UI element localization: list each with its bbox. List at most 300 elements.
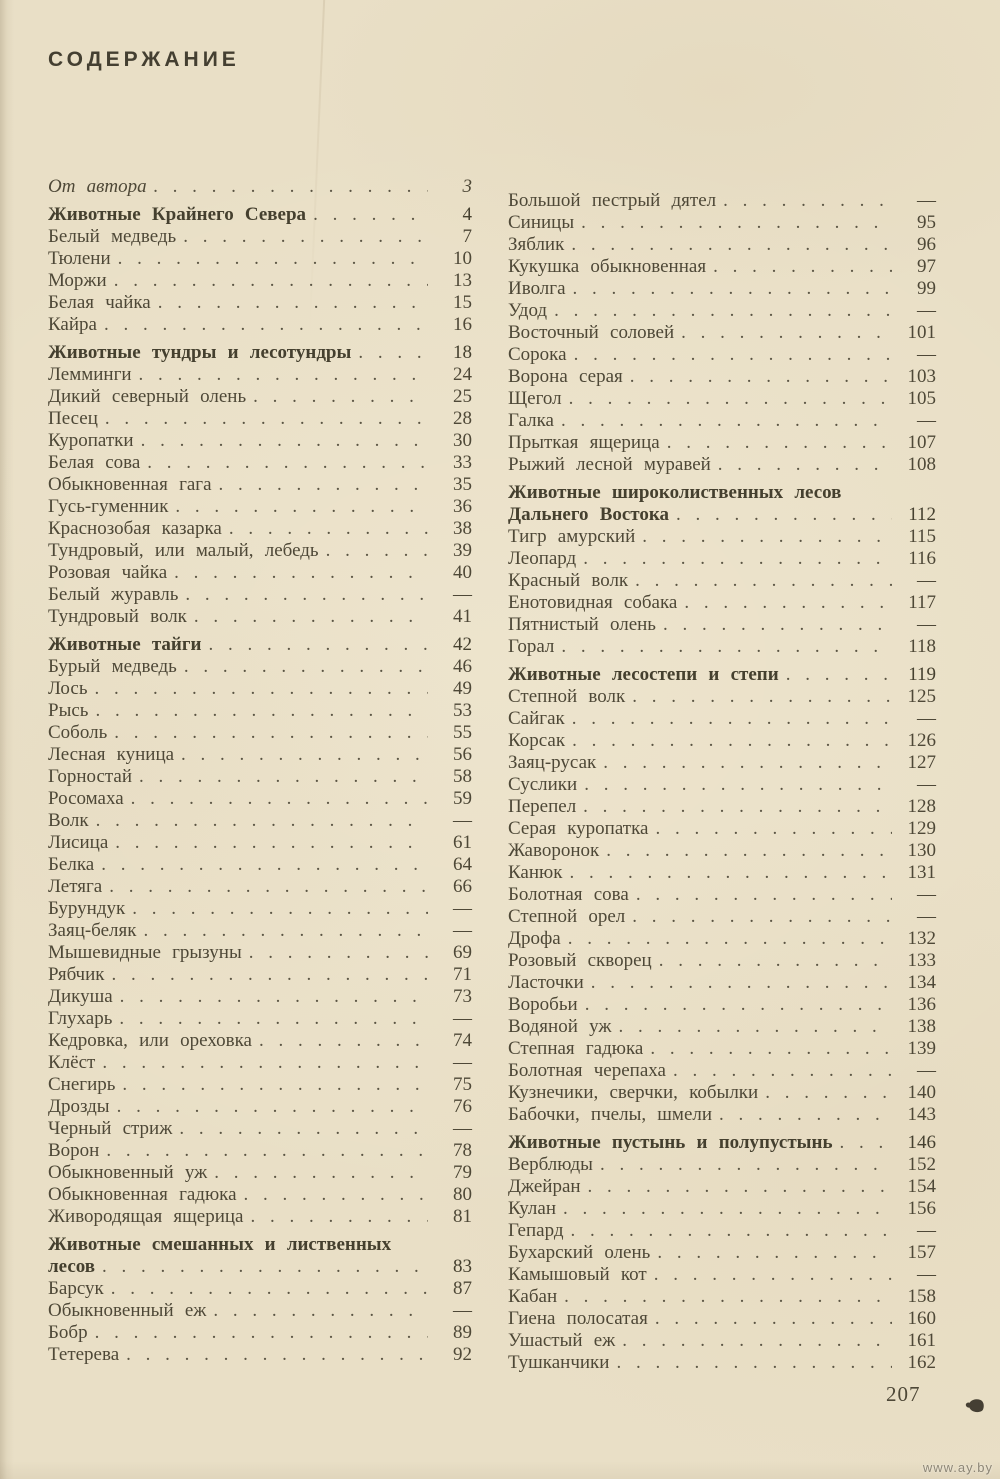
toc-page-number: 24: [453, 364, 472, 385]
toc-entry-label: Краснозобая казарка: [48, 518, 222, 539]
toc-entry: [48, 1162, 472, 1184]
toc-entry: [508, 1330, 936, 1352]
toc-entry-label: Обыкновенный уж: [48, 1162, 208, 1183]
dot-leader: [214, 1162, 428, 1184]
toc-entry-label: Глухарь: [48, 1008, 113, 1029]
toc-entry: [508, 234, 936, 256]
toc-entry-label: Корсак: [508, 730, 566, 751]
toc-entry-label: Лесная куница: [48, 744, 175, 765]
toc-entry-label: Кедровка, или ореховка: [48, 1030, 252, 1051]
toc-entry-label: Сайгак: [508, 708, 565, 729]
toc-page-number: —: [917, 708, 936, 729]
toc-page-number: 87: [453, 1278, 472, 1299]
toc-page-number: 146: [907, 1132, 936, 1153]
dot-leader: [840, 1132, 892, 1154]
toc-entry-label: Розовая чайка: [48, 562, 168, 583]
toc-page-number: 160: [907, 1308, 936, 1329]
toc-entry: [48, 518, 472, 540]
toc-entry-label: Гусь-гуменник: [48, 496, 169, 517]
toc-entry-label: Лось: [48, 678, 88, 699]
toc-entry-label: Водяной уж: [508, 1016, 612, 1037]
toc-page-number: —: [453, 1008, 472, 1029]
toc-page-number: 107: [907, 432, 936, 453]
toc-entry: [508, 190, 936, 212]
toc-entry: [48, 364, 472, 386]
toc-entry-label: Живородящая ящерица: [48, 1206, 244, 1227]
toc-entry-label: Тюлени: [48, 248, 111, 269]
dot-leader: [573, 278, 892, 300]
dot-leader: [618, 1016, 892, 1038]
toc-entry: [48, 1300, 472, 1322]
toc-entry-label: Бобр: [48, 1322, 88, 1343]
toc-entry: [508, 1352, 936, 1374]
toc-page-number: 143: [907, 1104, 936, 1125]
toc-page-number: 28: [453, 408, 472, 429]
toc-column-left: [48, 176, 472, 1366]
toc-entry-label: Обыкновенная гага: [48, 474, 212, 495]
toc-entry-label: Животные тайги: [48, 634, 202, 655]
toc-entry-label: Дрозды: [48, 1096, 110, 1117]
toc-entry-label: Суслики: [508, 774, 578, 795]
toc-section-header: [508, 482, 936, 504]
toc-page-number: 64: [453, 854, 472, 875]
toc-entry: [508, 256, 936, 278]
dot-leader: [229, 518, 428, 540]
toc-entry-label: Лемминги: [48, 364, 132, 385]
toc-entry-label: Ушастый еж: [508, 1330, 616, 1351]
dot-leader: [583, 796, 892, 818]
toc-entry-label: Болотная сова: [508, 884, 629, 905]
dot-leader: [181, 744, 428, 766]
dot-leader: [96, 810, 428, 832]
toc-page-number: 140: [907, 1082, 936, 1103]
toc-page-number: —: [453, 898, 472, 919]
toc-entry-label: Бурундук: [48, 898, 126, 919]
toc-entry: [508, 366, 936, 388]
toc-page-number: 132: [907, 928, 936, 949]
toc-entry: [508, 752, 936, 774]
toc-entry-label: Дикий северный олень: [48, 386, 247, 407]
toc-entry: [508, 840, 936, 862]
dot-leader: [583, 548, 892, 570]
toc-entry-label: Серая куропатка: [508, 818, 649, 839]
toc-entry-label: Рябчик: [48, 964, 105, 985]
toc-entry: [508, 1104, 936, 1126]
toc-page-number: 116: [908, 548, 936, 569]
dot-leader: [111, 964, 428, 986]
toc-page-number: 38: [453, 518, 472, 539]
toc-entry: [48, 540, 472, 562]
toc-page-number: —: [917, 1060, 936, 1081]
toc-page-number: 130: [907, 840, 936, 861]
toc-entry: [48, 248, 472, 270]
dot-leader: [249, 942, 428, 964]
dot-leader: [571, 234, 892, 256]
dot-leader: [684, 592, 892, 614]
toc-entry: [508, 862, 936, 884]
toc-entry-label: Черный стриж: [48, 1118, 173, 1139]
toc-section-header: [508, 504, 936, 526]
toc-entry-label: Бурый медведь: [48, 656, 177, 677]
dot-leader: [723, 190, 892, 212]
toc-entry-label: Дикуша: [48, 986, 113, 1007]
toc-section-header: [508, 1132, 936, 1154]
toc-page-number: 25: [453, 386, 472, 407]
dot-leader: [667, 432, 892, 454]
toc-entry: [48, 1030, 472, 1052]
toc-page-number: 78: [453, 1140, 472, 1161]
toc-entry-label: Дрофа: [508, 928, 561, 949]
toc-entry-label: Канюк: [508, 862, 563, 883]
dot-leader: [572, 708, 892, 730]
dot-leader: [673, 1060, 892, 1082]
toc-page-number: 15: [453, 292, 472, 313]
dot-leader: [571, 1220, 893, 1242]
toc-page-number: 41: [453, 606, 472, 627]
toc-entry: [48, 810, 472, 832]
toc-entry: [48, 832, 472, 854]
toc-entry-label: Барсук: [48, 1278, 104, 1299]
toc-entry-label: Животные лесостепи и степи: [508, 664, 779, 685]
toc-entry-label: Джейран: [508, 1176, 581, 1197]
dot-leader: [253, 386, 428, 408]
toc-entry-label: Горал: [508, 636, 555, 657]
dot-leader: [120, 986, 428, 1008]
toc-page-number: 118: [908, 636, 936, 657]
dot-leader: [616, 1352, 892, 1374]
toc-entry-label: Степная гадюка: [508, 1038, 644, 1059]
toc-entry: [48, 678, 472, 700]
dot-leader: [141, 430, 428, 452]
toc-page-number: —: [917, 884, 936, 905]
dot-leader: [585, 994, 892, 1016]
dot-leader: [183, 226, 428, 248]
toc-entry: [48, 292, 472, 314]
toc-page-number: 99: [917, 278, 936, 299]
toc-page-number: 139: [907, 1038, 936, 1059]
toc-entry-label: Сорока: [508, 344, 567, 365]
toc-entry: [48, 766, 472, 788]
toc-entry-label: Белый медведь: [48, 226, 177, 247]
dot-leader: [139, 364, 428, 386]
dot-leader: [681, 322, 892, 344]
toc-page-number: 3: [462, 176, 472, 197]
toc-entry-label: Белая сова: [48, 452, 141, 473]
dot-leader: [600, 1154, 892, 1176]
toc-entry: [48, 176, 472, 198]
toc-entry-label: Животные Крайнего Севера: [48, 204, 307, 225]
toc-entry: [508, 592, 936, 614]
toc-entry-label: Большой пестрый дятел: [508, 190, 717, 211]
toc-entry-label: Леопард: [508, 548, 577, 569]
toc-page-number: 36: [453, 496, 472, 517]
toc-entry: [48, 452, 472, 474]
dot-leader: [244, 1184, 428, 1206]
dot-leader: [632, 686, 892, 708]
toc-entry: [48, 898, 472, 920]
toc-entry: [508, 1198, 936, 1220]
dot-leader: [564, 1286, 892, 1308]
toc-entry: [48, 1096, 472, 1118]
dot-leader: [95, 700, 428, 722]
dot-leader: [676, 504, 892, 526]
toc-entry: [508, 686, 936, 708]
toc-entry-label: Рысь: [48, 700, 89, 721]
toc-entry-label: Степной орел: [508, 906, 626, 927]
toc-entry-label: Снегирь: [48, 1074, 116, 1095]
dot-leader: [175, 496, 428, 518]
dot-leader: [147, 452, 428, 474]
toc-entry-label: Бабочки, пчелы, шмели: [508, 1104, 713, 1125]
dot-leader: [118, 248, 428, 270]
toc-entry: [48, 656, 472, 678]
toc-entry: [48, 920, 472, 942]
toc-page-number: —: [917, 614, 936, 635]
toc-page-number: 16: [453, 314, 472, 335]
toc-entry-label: Песец: [48, 408, 98, 429]
toc-entry-label: Щегол: [508, 388, 562, 409]
toc-section-header: [48, 204, 472, 226]
toc-page-number: 134: [907, 972, 936, 993]
dot-leader: [259, 1030, 428, 1052]
dot-leader: [635, 570, 892, 592]
dot-leader: [132, 898, 428, 920]
toc-entry: [48, 1074, 472, 1096]
toc-page-number: 33: [453, 452, 472, 473]
toc-entry-label: Летяга: [48, 876, 103, 897]
toc-page-number: 59: [453, 788, 472, 809]
toc-entry-label: Гепард: [508, 1220, 564, 1241]
dot-leader: [654, 1264, 892, 1286]
dot-leader: [326, 540, 428, 562]
toc-page-number: 131: [907, 862, 936, 883]
toc-entry: [508, 774, 936, 796]
toc-entry-label: Рыжий лесной муравей: [508, 454, 711, 475]
toc-entry-label: Росомаха: [48, 788, 124, 809]
toc-entry: [508, 1176, 936, 1198]
dot-leader: [95, 1322, 428, 1344]
toc-entry: [48, 386, 472, 408]
toc-entry: [508, 212, 936, 234]
dot-leader: [250, 1206, 428, 1228]
toc-page-number: 7: [462, 226, 472, 247]
toc-entry: [48, 606, 472, 628]
toc-entry: [508, 1286, 936, 1308]
toc-page-number: 49: [453, 678, 472, 699]
toc-entry: [508, 1242, 936, 1264]
dot-leader: [185, 584, 428, 606]
toc-entry-label: Галка: [508, 410, 554, 431]
toc-entry-label: Енотовидная собака: [508, 592, 678, 613]
toc-page-number: —: [453, 1300, 472, 1321]
toc-entry-label: Куропатки: [48, 430, 134, 451]
dot-leader: [713, 256, 892, 278]
dot-leader: [655, 818, 892, 840]
toc-entry: [48, 1322, 472, 1344]
toc-entry-label: Прыткая ящерица: [508, 432, 660, 453]
dot-leader: [659, 950, 892, 972]
dot-leader: [208, 634, 428, 656]
toc-page-number: 119: [908, 664, 936, 685]
toc-page-number: 133: [907, 950, 936, 971]
toc-entry-label: Камышовый кот: [508, 1264, 647, 1285]
toc-entry: [48, 584, 472, 606]
toc-page-number: 4: [462, 204, 472, 225]
dot-leader: [588, 1176, 892, 1198]
toc-entry: [508, 884, 936, 906]
toc-entry: [508, 526, 936, 548]
dot-leader: [568, 928, 892, 950]
page-number: 207: [886, 1382, 921, 1406]
toc-entry: [48, 1008, 472, 1030]
toc-page-number: 95: [917, 212, 936, 233]
toc-page-number: 128: [907, 796, 936, 817]
toc-page-number: —: [917, 1264, 936, 1285]
toc-entry: [48, 474, 472, 496]
toc-entry: [508, 570, 936, 592]
dot-leader: [117, 1096, 428, 1118]
dot-leader: [569, 862, 892, 884]
toc-page-number: 46: [453, 656, 472, 677]
dot-leader: [106, 1140, 428, 1162]
toc-entry-label: Пятнистый олень: [508, 614, 656, 635]
toc-entry-label: Тигр амурский: [508, 526, 636, 547]
toc-page-number: 112: [908, 504, 936, 525]
toc-page-number: 158: [907, 1286, 936, 1307]
dot-leader: [102, 1052, 428, 1074]
dot-leader: [561, 636, 892, 658]
toc-page-number: 81: [453, 1206, 472, 1227]
dot-leader: [786, 664, 892, 686]
toc-entry-label: Кайра: [48, 314, 97, 335]
dot-leader: [622, 1330, 892, 1352]
toc-entry: [508, 1154, 936, 1176]
dot-leader: [109, 876, 428, 898]
toc-entry: [48, 270, 472, 292]
toc-entry-label: Животные пустынь и полупустынь: [508, 1132, 833, 1153]
toc-entry: [508, 432, 936, 454]
toc-section-header: [508, 664, 936, 686]
dot-leader: [119, 1008, 428, 1030]
dot-leader: [765, 1082, 892, 1104]
toc-entry: [508, 278, 936, 300]
toc-entry-label: Ласточки: [508, 972, 584, 993]
toc-page-number: 66: [453, 876, 472, 897]
toc-page-number: —: [917, 774, 936, 795]
toc-entry-label: Красный волк: [508, 570, 629, 591]
toc-page-number: —: [453, 1118, 472, 1139]
toc-entry: [508, 796, 936, 818]
toc-entry-label: Кукушка обыкновенная: [508, 256, 707, 277]
toc-section-header: [48, 1256, 472, 1278]
toc-entry: [48, 700, 472, 722]
toc-entry-label: Синицы: [508, 212, 575, 233]
dot-leader: [718, 454, 892, 476]
toc-entry: [508, 928, 936, 950]
toc-entry: [508, 614, 936, 636]
toc-entry: [48, 1206, 472, 1228]
dot-leader: [358, 342, 428, 364]
toc-page-number: 96: [917, 234, 936, 255]
toc-entry-label: Моржи: [48, 270, 107, 291]
toc-page-number: 89: [453, 1322, 472, 1343]
toc-page-number: —: [917, 190, 936, 211]
toc-page-number: 55: [453, 722, 472, 743]
toc-page-number: 18: [453, 342, 472, 363]
toc-page-number: 30: [453, 430, 472, 451]
dot-leader: [569, 388, 892, 410]
toc-entry: [48, 1118, 472, 1140]
toc-entry: [508, 548, 936, 570]
dot-leader: [554, 300, 892, 322]
toc-page-number: 92: [453, 1344, 472, 1365]
toc-entry-label: Горностай: [48, 766, 133, 787]
toc-page-number: —: [453, 810, 472, 831]
dot-leader: [213, 1300, 428, 1322]
toc-entry-label: Во́рон: [48, 1140, 100, 1161]
dot-leader: [114, 270, 428, 292]
toc-entry: [508, 1082, 936, 1104]
toc-entry-label: Лисица: [48, 832, 109, 853]
toc-page-number: 157: [907, 1242, 936, 1263]
toc-page-number: 40: [453, 562, 472, 583]
toc-entry-label: Гиена полосатая: [508, 1308, 648, 1329]
toc-page-number: —: [453, 584, 472, 605]
toc-entry-label: Бухарский олень: [508, 1242, 651, 1263]
toc-entry-label: Тундровый волк: [48, 606, 187, 627]
toc-page-number: 129: [907, 818, 936, 839]
dot-leader: [630, 366, 892, 388]
toc-entry-label: Жаворонок: [508, 840, 600, 861]
toc-entry: [508, 300, 936, 322]
toc-entry-label: Болотная черепаха: [508, 1060, 666, 1081]
toc-entry: [48, 1184, 472, 1206]
toc-entry: [508, 388, 936, 410]
toc-entry: [508, 1060, 936, 1082]
dot-leader: [179, 1118, 428, 1140]
toc-entry-label: Белая чайка: [48, 292, 151, 313]
watermark-text: www.ay.by: [922, 1460, 993, 1475]
toc-section-header: [48, 342, 472, 364]
toc-entry-label: Розовый скворец: [508, 950, 652, 971]
dot-leader: [139, 766, 428, 788]
dot-leader: [642, 526, 892, 548]
toc-entry-label: Ворона серая: [508, 366, 623, 387]
toc-entry: [48, 788, 472, 810]
toc-page-number: 71: [453, 964, 472, 985]
toc-entry: [48, 430, 472, 452]
ink-blot-mark: [967, 1397, 985, 1414]
toc-page-number: 53: [453, 700, 472, 721]
toc-page-number: 83: [453, 1256, 472, 1277]
dot-leader: [104, 314, 428, 336]
dot-leader: [584, 774, 892, 796]
toc-entry-label: Верблюды: [508, 1154, 593, 1175]
toc-entry-label: Белый журавль: [48, 584, 179, 605]
toc-page-number: 13: [453, 270, 472, 291]
dot-leader: [184, 656, 428, 678]
toc-entry-label: Кузнечики, сверчки, кобылки: [508, 1082, 759, 1103]
toc-entry: [48, 876, 472, 898]
toc-entry: [48, 1052, 472, 1074]
toc-page-number: 10: [453, 248, 472, 269]
toc-entry-label: Зяблик: [508, 234, 565, 255]
toc-entry: [508, 1220, 936, 1242]
toc-page-number: 161: [907, 1330, 936, 1351]
toc-entry-label: Мышевидные грызуны: [48, 942, 242, 963]
toc-entry-label: Степной волк: [508, 686, 626, 707]
dot-leader: [563, 1198, 892, 1220]
